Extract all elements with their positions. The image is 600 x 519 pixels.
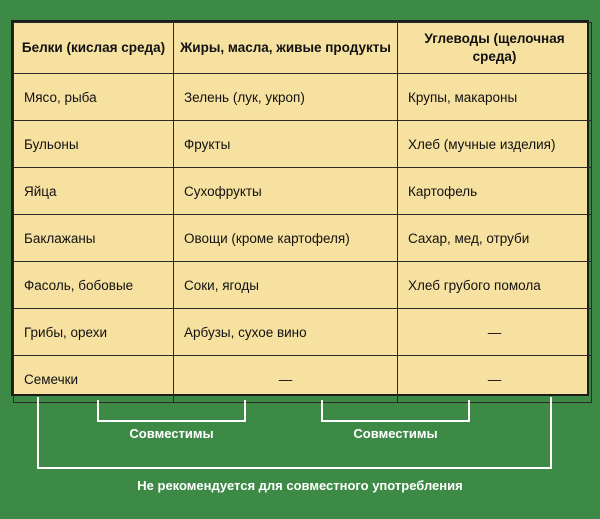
table-row <box>14 309 592 356</box>
compatible-right-label: Совместимы <box>353 426 438 441</box>
cell-carb: Хлеб грубого помола <box>398 262 592 309</box>
cell-carb: — <box>398 309 592 356</box>
table-row <box>14 74 592 121</box>
header-carbs: Углеводы (щелочная среда) <box>398 23 592 74</box>
not-recommended-label: Не рекомендуется для совместного употребления <box>137 478 463 493</box>
table-row <box>14 356 592 403</box>
cell-fat: Сухофрукты <box>174 168 398 215</box>
cell-carb: Хлеб (мучные изделия) <box>398 121 592 168</box>
cell-carb: — <box>398 356 592 403</box>
cell-carb: Сахар, мед, отруби <box>398 215 592 262</box>
cell-protein: Грибы, орехи <box>14 309 174 356</box>
cell-fat: Овощи (кроме картофеля) <box>174 215 398 262</box>
cell-fat: — <box>174 356 398 403</box>
cell-protein: Фасоль, бобовые <box>14 262 174 309</box>
cell-fat: Фрукты <box>174 121 398 168</box>
cell-protein: Семечки <box>14 356 174 403</box>
compatible-left-label: Совместимы <box>129 426 214 441</box>
table-row <box>14 215 592 262</box>
header-row <box>14 23 592 74</box>
food-compatibility-table <box>11 20 589 396</box>
table-row <box>14 168 592 215</box>
table-row <box>14 262 592 309</box>
cell-protein: Бульоны <box>14 121 174 168</box>
left-inner-bracket <box>97 400 246 422</box>
header-fats: Жиры, масла, живые продукты <box>174 23 398 74</box>
header-proteins: Белки (кислая среда) <box>14 23 174 74</box>
cell-carb: Картофель <box>398 168 592 215</box>
cell-fat: Соки, ягоды <box>174 262 398 309</box>
table-grid <box>13 22 592 403</box>
cell-protein: Яйца <box>14 168 174 215</box>
right-inner-bracket <box>321 400 470 422</box>
table-row <box>14 121 592 168</box>
cell-protein: Баклажаны <box>14 215 174 262</box>
cell-protein: Мясо, рыба <box>14 74 174 121</box>
cell-carb: Крупы, макароны <box>398 74 592 121</box>
cell-fat: Арбузы, сухое вино <box>174 309 398 356</box>
cell-fat: Зелень (лук, укроп) <box>174 74 398 121</box>
